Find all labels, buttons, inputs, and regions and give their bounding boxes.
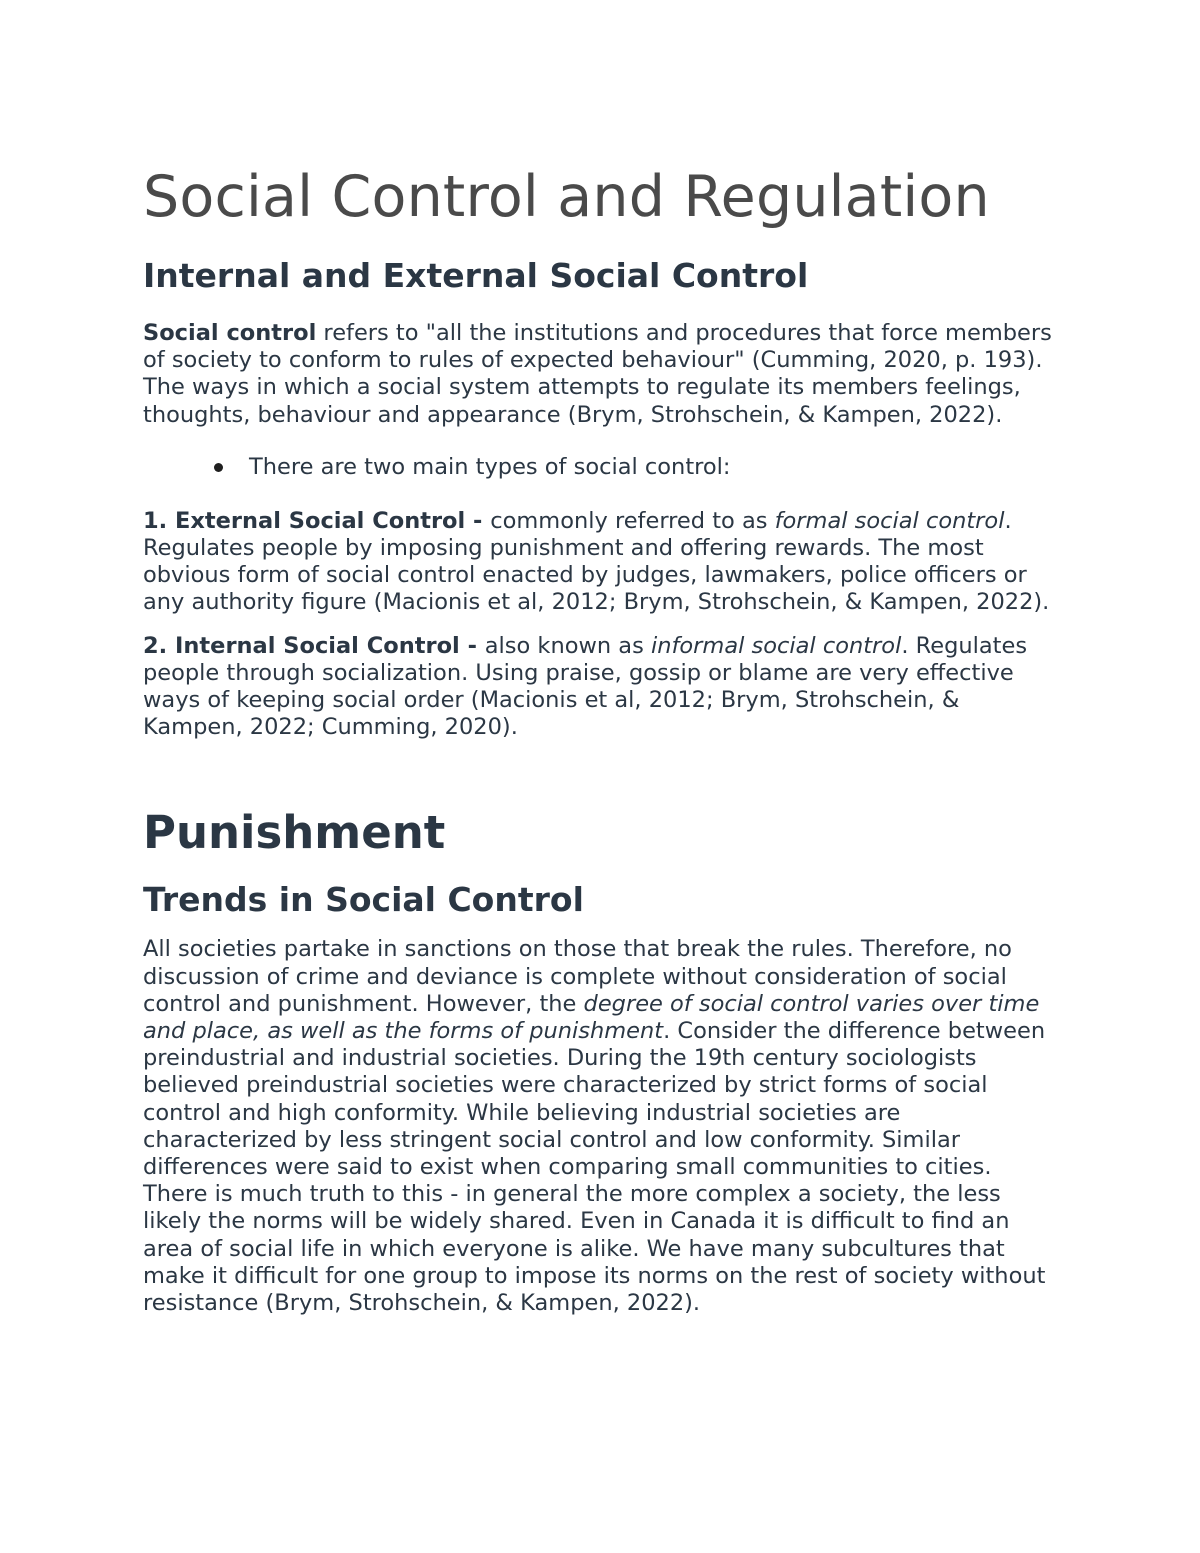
internal-social-control-paragraph: [143, 633, 1058, 742]
internal-text-2: . Regulates people through socialization. Using praise, gossip or blame are very effective ways of keeping social order (Macionis et al, 2012; Brym, Strohschein, & Kampen, 2022; Cumming, 2020).: [143, 632, 1028, 741]
external-italic-term: formal social control: [774, 507, 1005, 534]
trends-paragraph: [143, 936, 1058, 1317]
trends-text-1: All societies partake in sanctions on those that break the rules. Therefore, no discussion of crime and deviance is complete without consideration of social control and punishment. However, the: [143, 936, 1012, 1017]
external-text-2: . Regulates people by imposing punishment and offering rewards. The most obvious form of social control enacted by judges, lawmakers, police officers or any authority figure (Macionis et al, 2012; Brym, Strohschein, & Kampen, 2022).: [143, 507, 1050, 616]
bullet-dot-icon: [214, 463, 223, 472]
bullet-item: [143, 454, 1058, 481]
bullet-list: [143, 454, 1058, 481]
subheading-trends-in-social-control: Trends in Social Control: [143, 880, 584, 920]
section-heading-punishment: Punishment: [143, 806, 446, 860]
definition-text: refers to "all the institutions and procedures that force members of society to conform to rules of expected behaviour" (Cumming, 2020, p. 193). The ways in which a social system attempts to regulate its members feelings, thoughts, behaviour and appearance (Brym, Strohschein, & Kampen, 2022).: [143, 320, 1052, 428]
document-page: [143, 160, 1058, 1317]
section-heading-internal-external: Internal and External Social Control: [143, 256, 809, 295]
internal-text-1: also known as: [484, 632, 651, 659]
trends-text-2: . Consider the difference between preindustrial and industrial societies. During the 19th century sociologists believed preindustrial societies were characterized by strict forms of social control and high conformity. While believing industrial societies are characterized by less stringent social control and low conformity. Similar differences were said to exist when comparing small communities to cities. There is much truth to this - in general the more complex a society, the less likely the norms will be widely shared. Even in Canada it is difficult to find an area of social life in which everyone is alike. We have many subcultures that make it difficult for one group to impose its norms on the rest of society without resistance (Brym, Strohschein, & Kampen, 2022).: [143, 1018, 1046, 1317]
external-label: 1. External Social Control -: [143, 507, 491, 534]
internal-label: 2. Internal Social Control -: [143, 632, 485, 659]
internal-italic-term: informal social control: [650, 632, 902, 659]
external-social-control-paragraph: [143, 508, 1058, 617]
external-text-1: commonly referred to as: [490, 507, 775, 534]
term-social-control: Social control: [143, 320, 317, 346]
bullet-text: There are two main types of social control:: [249, 453, 731, 480]
trends-italic-phrase: degree of social control varies over time and place, as well as the forms of punishment: [143, 990, 1040, 1045]
document-title: Social Control and Regulation: [143, 164, 990, 230]
social-control-definition-paragraph: [143, 320, 1058, 429]
